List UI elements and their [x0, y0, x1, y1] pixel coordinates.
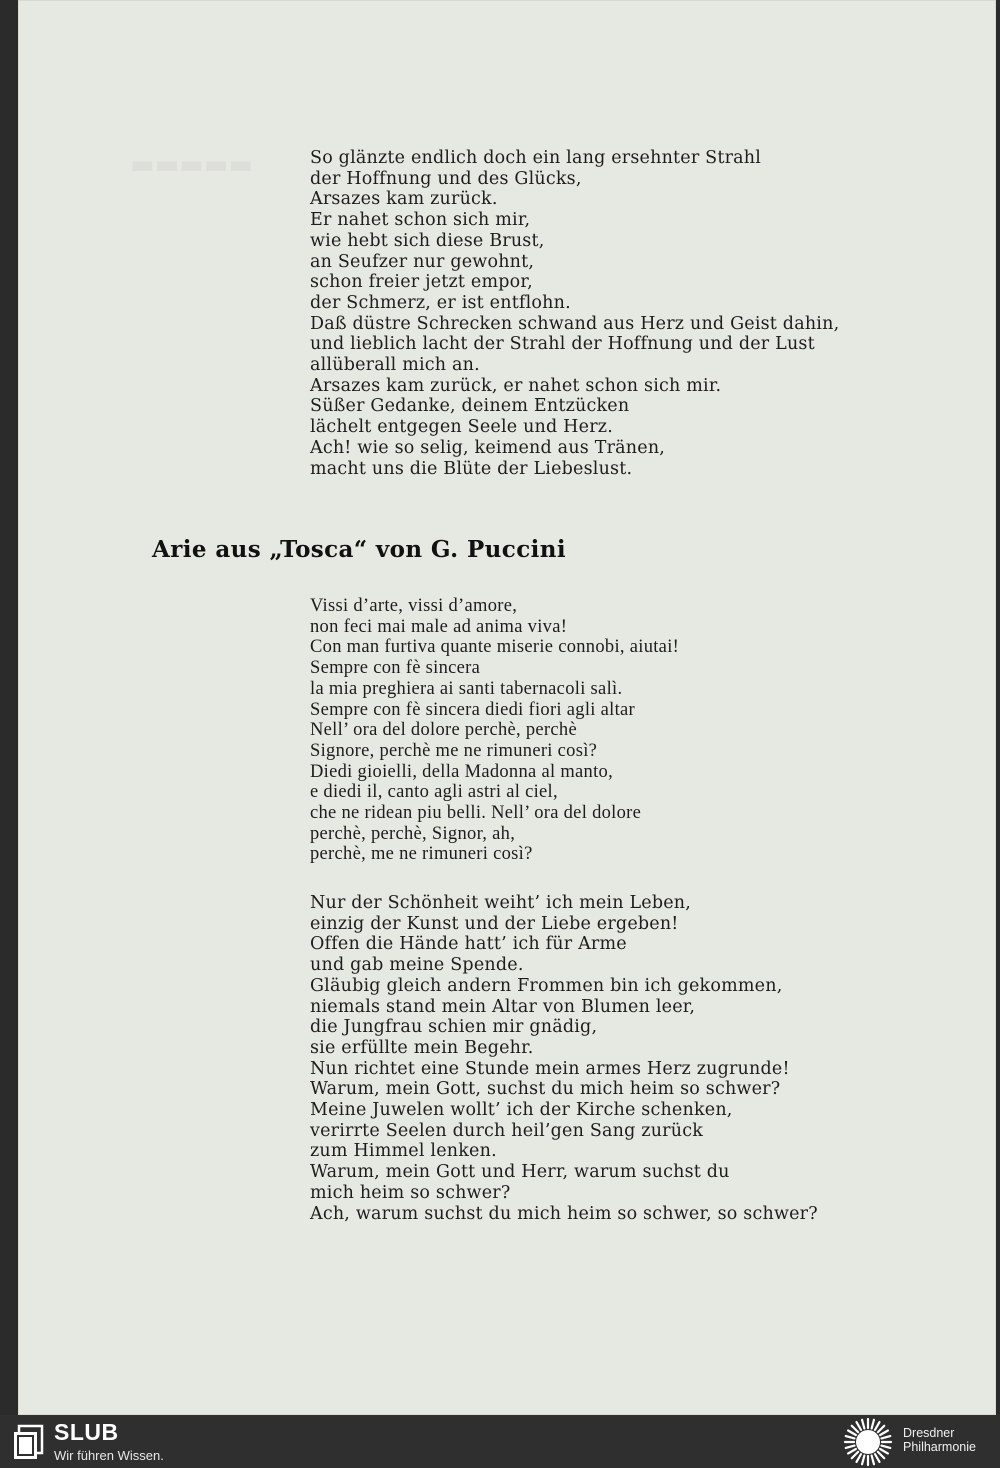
sunburst-ray	[857, 1422, 862, 1430]
sunburst-ray	[848, 1431, 856, 1436]
sunburst-ray	[872, 1420, 874, 1429]
verse-line: schon freier jetzt empor,	[310, 272, 533, 293]
verse-line: perchè, me ne rimuneri così?	[310, 844, 533, 865]
verse-line: Signore, perchè me ne rimuneri così?	[310, 740, 598, 761]
sunburst-ray	[872, 1456, 874, 1465]
sunburst-ray	[880, 1449, 888, 1454]
sunburst-ray	[878, 1452, 884, 1458]
verse-line: Nun richtet eine Stunde mein armes Herz zugrunde!	[310, 1058, 790, 1079]
verse-line: macht uns die Blüte der Liebeslust.	[310, 458, 633, 479]
verse-line: und lieblich lacht der Strahl der Hoffnung und der Lust	[310, 334, 815, 355]
verse-line: niemals stand mein Altar von Blumen leer,	[310, 996, 696, 1017]
sunburst-ray	[875, 1454, 880, 1462]
sunburst-ray	[862, 1420, 864, 1429]
verse-line: Ach, warum suchst du mich heim so schwer, so schwer?	[310, 1203, 818, 1224]
verse-line: che ne ridean piu belli. Nell’ ora del dolore	[310, 803, 642, 824]
verse-line: la mia preghiera ai santi tabernacoli salì.	[310, 678, 623, 699]
sunburst-ray	[875, 1422, 880, 1430]
sunburst-ray	[878, 1426, 884, 1432]
library-tagline: Wir führen Wissen.	[54, 1448, 164, 1463]
verse-line: Süßer Gedanke, deinem Entzücken	[310, 396, 630, 417]
aria-text-italian	[310, 596, 679, 865]
verse-line: die Jungfrau schien mir gnädig,	[310, 1017, 598, 1038]
verse-line: und gab meine Spende.	[310, 955, 524, 976]
verse-line: sie erfüllte mein Begehr.	[310, 1037, 534, 1058]
verse-line: Sempre con fè sincera	[310, 658, 481, 679]
sunburst-ray	[846, 1436, 855, 1438]
verse-line: Diedi gioielli, della Madonna al manto,	[310, 761, 614, 782]
bleed-through-mark: ▬▬▬▬▬	[130, 150, 253, 180]
verse-line: So glänzte endlich doch ein lang ersehnter Strahl	[310, 148, 762, 168]
partner-name[interactable]	[903, 1426, 976, 1454]
verse-line: zum Himmel lenken.	[310, 1141, 497, 1162]
verse-line: lächelt entgegen Seele und Herz.	[310, 417, 613, 438]
verse-line: perchè, perchè, Signor, ah,	[310, 823, 516, 844]
sunburst-ray	[880, 1431, 888, 1436]
verse-line: Sempre con fè sincera diedi fiori agli altar	[310, 699, 635, 720]
partner-name-line1: Dresdner	[903, 1426, 955, 1440]
verse-line: Gläubig gleich andern Frommen bin ich gekommen,	[310, 975, 783, 996]
verse-line: Offen die Hände hatt’ ich für Arme	[310, 934, 627, 955]
verse-line: Daß düstre Schrecken schwand aus Herz und Geist dahin,	[310, 313, 840, 334]
verse-line: Ach! wie so selig, keimend aus Tränen,	[310, 437, 666, 458]
verse-line: Nell’ ora del dolore perchè, perchè	[310, 720, 577, 741]
verse-line: an Seufzer nur gewohnt,	[310, 251, 535, 272]
verse-line: einzig der Kunst und der Liebe ergeben!	[310, 913, 679, 934]
sunburst-ray	[857, 1454, 862, 1462]
sunburst-ray	[882, 1446, 891, 1448]
philharmonie-sunburst-icon[interactable]	[842, 1417, 894, 1467]
verse-line: Warum, mein Gott und Herr, warum suchst du	[310, 1162, 730, 1183]
section-heading: Arie aus „Tosca“ von G. Puccini	[152, 536, 566, 563]
partner-name-line2: Philharmonie	[903, 1440, 976, 1454]
verse-line: Arsazes kam zurück, er nahet schon sich mir.	[310, 375, 722, 396]
verse-line: der Schmerz, er ist entflohn.	[310, 292, 571, 313]
verse-line: Nur der Schönheit weiht’ ich mein Leben,	[310, 893, 692, 913]
library-name[interactable]: SLUB	[54, 1419, 119, 1445]
verse-line: Meine Juwelen wollt’ ich der Kirche schenken,	[310, 1100, 733, 1121]
verse-line: wie hebt sich diese Brust,	[310, 230, 545, 251]
verse-line: e diedi il, canto agli astri al ciel,	[310, 782, 558, 803]
verse-line: mich heim so schwer?	[310, 1182, 511, 1203]
verse-line: non feci mai male ad anima viva!	[310, 616, 568, 637]
verse-line: Vissi d’arte, vissi d’amore,	[310, 596, 518, 616]
verse-line: Er nahet schon sich mir,	[310, 210, 531, 231]
sunburst-ray	[882, 1436, 891, 1438]
verse-line: allüberall mich an.	[310, 355, 480, 376]
sunburst-ray	[852, 1452, 858, 1458]
sunburst-ray	[852, 1426, 858, 1432]
verse-line: Con man furtiva quante miserie connobi, aiutai!	[310, 637, 680, 658]
sunburst-ray	[846, 1446, 855, 1448]
aria-text-german-translation	[310, 893, 818, 1224]
verse-line: Warum, mein Gott, suchst du mich heim so schwer?	[310, 1079, 781, 1100]
sunburst-ray	[862, 1456, 864, 1465]
verse-line: verirrte Seelen durch heil’gen Sang zurück	[310, 1120, 704, 1141]
footer-bar	[0, 1415, 1000, 1468]
slub-logo-icon	[11, 1423, 45, 1461]
document-page	[18, 0, 996, 1415]
verse-line: der Hoffnung und des Glücks,	[310, 168, 582, 189]
sunburst-ray	[848, 1449, 856, 1454]
verse-line: Arsazes kam zurück.	[310, 189, 498, 210]
aria-text-german-first	[310, 148, 839, 479]
